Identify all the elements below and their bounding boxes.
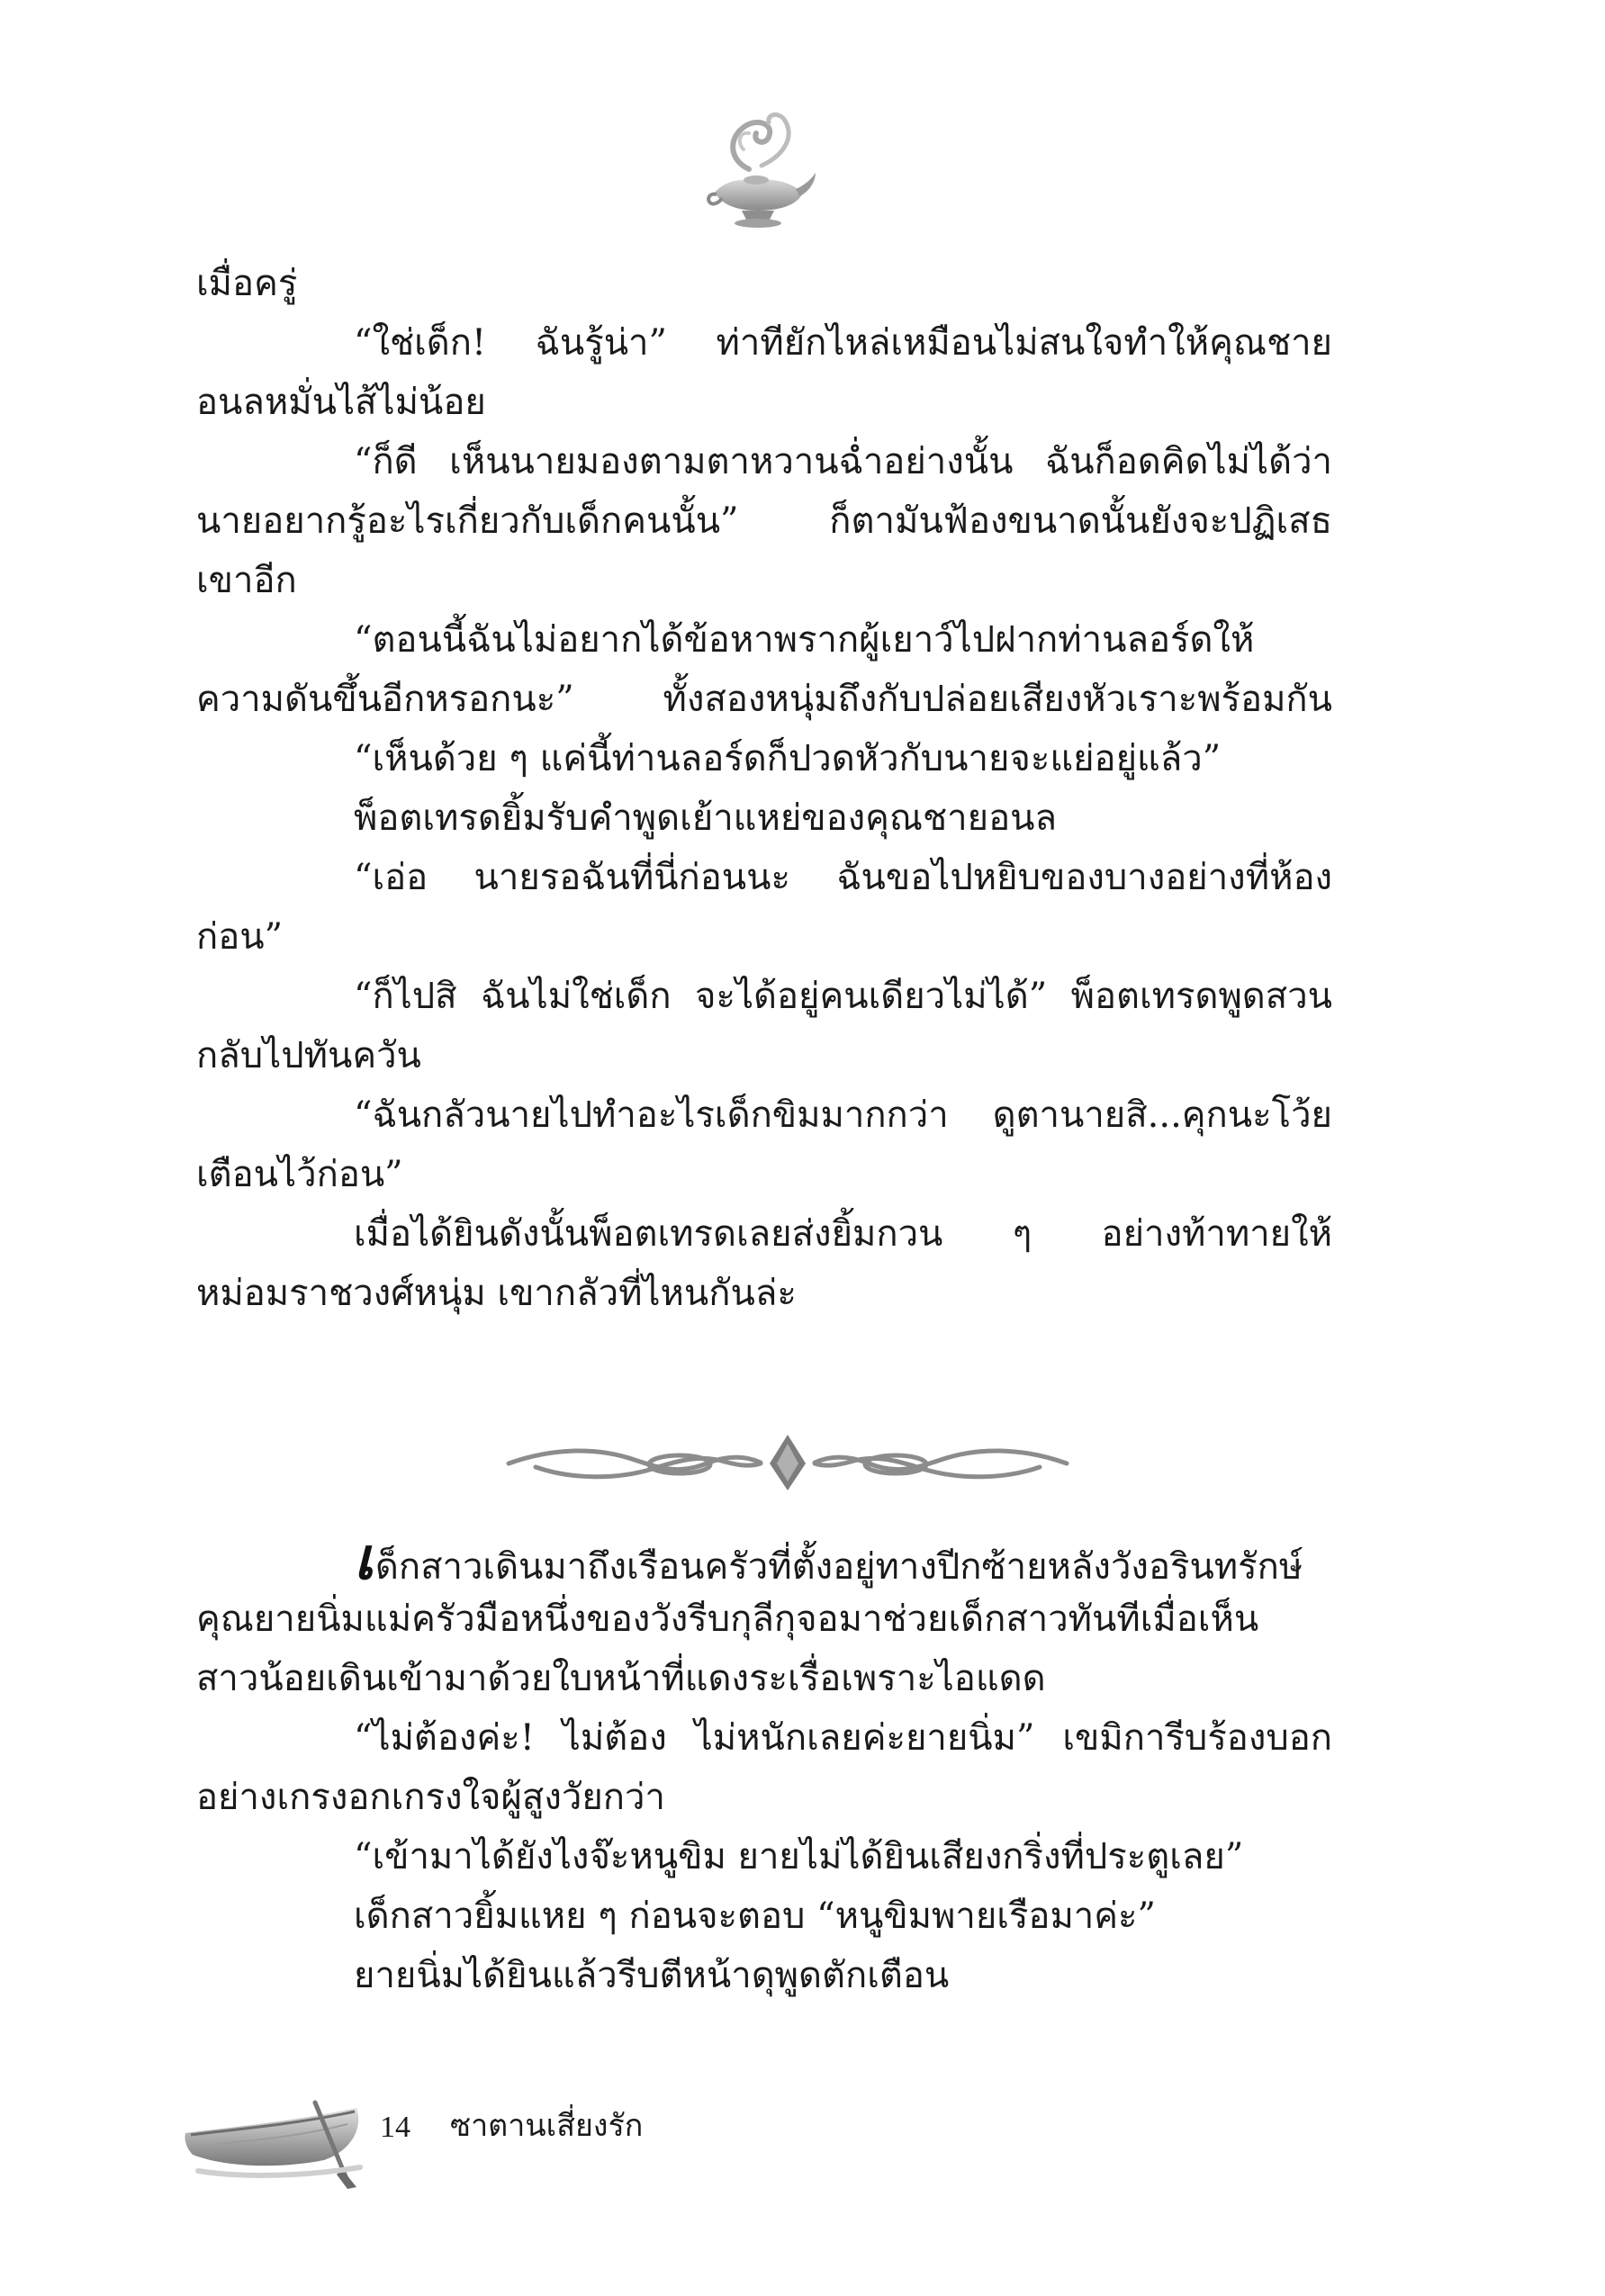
text-line-rest: ด็กสาวเดินมาถึงเรือนครัวที่ตั้งอยู่ทางปีกซ้ายหลังวังอรินทรักษ์ (374, 1546, 1303, 1588)
text-line: “ก็ดี เห็นนายมองตามตาหวานฉ่ำอย่างนั้น ฉันก็อดคิดไม่ได้ว่า (354, 441, 1332, 482)
text-line: “ก็ไปสิ ฉันไม่ใช่เด็ก จะได้อยู่คนเดียวไม่ได้” พ็อตเทรดพูดสวน (354, 976, 1332, 1017)
paragraph-block-1 (196, 254, 1332, 1323)
genie-lamp-icon (702, 106, 819, 232)
text-line: อนลหมั่นไส้ไม่น้อย (196, 382, 486, 423)
text-line: เตือนไว้ก่อน” (196, 1154, 403, 1195)
text-line: เขาอีก (196, 560, 297, 601)
text-line-dropcap (196, 1530, 1332, 1589)
rowboat-icon (180, 2081, 387, 2189)
text-line: เมื่อครู่ (196, 263, 298, 304)
text-line: พ็อตเทรดยิ้มรับคำพูดเย้าแหย่ของคุณชายอนล (354, 797, 1057, 839)
text-line: “ใช่เด็ก! ฉันรู้น่า” ท่าทียักไหล่เหมือนไม่สนใจทำให้คุณชาย (354, 322, 1332, 364)
paragraph-block-2 (196, 1530, 1332, 2005)
text-line: “เข้ามาได้ยังไงจ๊ะหนูขิม ยายไม่ได้ยินเสียงกริ่งที่ประตูเลย” (354, 1836, 1244, 1877)
text-line: กลับไปทันควัน (196, 1035, 421, 1076)
text-line: หม่อมราชวงศ์หนุ่ม เขากลัวที่ไหนกันล่ะ (196, 1273, 797, 1314)
page-footer (0, 2070, 1605, 2196)
text-line: เด็กสาวยิ้มแหย ๆ ก่อนจะตอบ “หนูขิมพายเรือมาค่ะ” (354, 1895, 1156, 1937)
text-line: “เห็นด้วย ๆ แค่นี้ท่านลอร์ดก็ปวดหัวกับนายจะแย่อยู่แล้ว” (354, 738, 1222, 779)
text-line: เมื่อได้ยินดังนั้นพ็อตเทรดเลยส่งยิ้มกวน ๆ อย่างท้าทายให้ (354, 1213, 1332, 1255)
text-line: “ฉันกลัวนายไปทำอะไรเด็กขิมมากกว่า ดูตานายสิ...คุกนะโว้ย (354, 1094, 1332, 1136)
text-line: ความดันขึ้นอีกหรอกนะ” ทั้งสองหนุ่มถึงกับปล่อยเสียงหัวเราะพร้อมกัน (196, 679, 1332, 720)
text-line: “ตอนนี้ฉันไม่อยากได้ข้อหาพรากผู้เยาว์ไปฝากท่านลอร์ดให้ (354, 619, 1255, 661)
text-line: นายอยากรู้อะไรเกี่ยวกับเด็กคนนั้น” ก็ตามันฟ้องขนาดนั้นยังจะปฏิเสธ (196, 500, 1332, 542)
running-book-title: ซาตานเสี่ยงรัก (450, 2108, 644, 2144)
page-number: 14 (380, 2111, 410, 2144)
text-line: ก่อน” (196, 916, 284, 958)
scroll-divider-icon (500, 1431, 1076, 1494)
text-line: “เอ่อ นายรอฉันที่นี่ก่อนนะ ฉันขอไปหยิบของบางอย่างที่ห้อง (354, 857, 1332, 898)
text-line: คุณยายนิ่มแม่ครัวมือหนึ่งของวังรีบกุลีกุจอมาช่วยเด็กสาวทันทีเมื่อเห็น (196, 1598, 1259, 1640)
text-line: “ไม่ต้องค่ะ! ไม่ต้อง ไม่หนักเลยค่ะยายนิ่ม” เขมิการีบร้องบอก (354, 1717, 1332, 1759)
text-line: ยายนิ่มได้ยินแล้วรีบตีหน้าดุพูดตักเตือน (354, 1955, 950, 1996)
text-line: สาวน้อยเดินเข้ามาด้วยใบหน้าที่แดงระเรื่อเพราะไอแดด (196, 1658, 1046, 1699)
text-line: อย่างเกรงอกเกรงใจผู้สูงวัยกว่า (196, 1777, 665, 1818)
drop-cap: เ (354, 1530, 374, 1589)
